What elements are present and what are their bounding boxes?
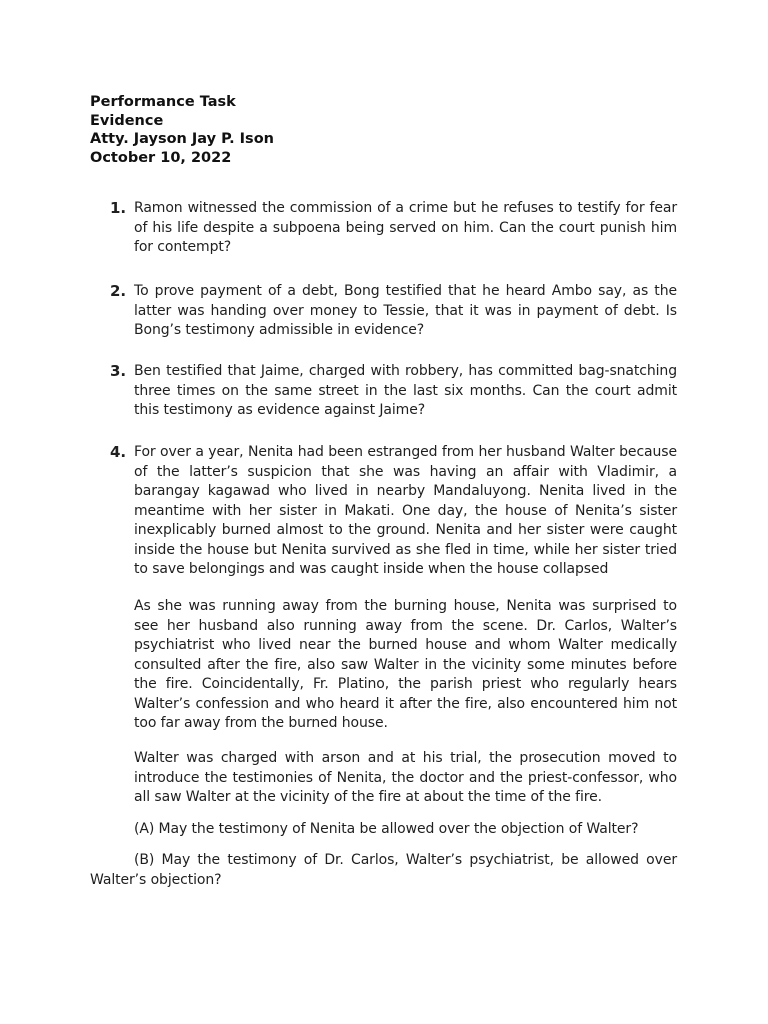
- question-text: Ramon witnessed the commission of a crime but he refuses to testify for fear of his life despite a subpoena being served on him. Can the court punish him for contempt?: [134, 200, 677, 255]
- question-4-paragraph-2: As she was running away from the burning house, Nenita was surprised to see her husband also running away from the scene. Dr. Carlos, Walter’s psychiatrist who lived near the burned house and whom Walter medically consulted after the fire, also saw Walter in the vicinity some minutes before the fire. Coincidentally, Fr. Platino, the parish priest who regularly hears Walter’s confession and who heard it after the fire, also encountered him not too far away from the burned house.: [134, 598, 677, 731]
- question-number: 4.: [110, 443, 126, 461]
- document-header: [90, 93, 274, 167]
- header-subject: Evidence: [90, 112, 164, 129]
- question-3: [110, 362, 677, 421]
- question-number: 1.: [110, 199, 126, 217]
- question-1: [110, 199, 677, 258]
- question-4-paragraph-3: Walter was charged with arson and at his trial, the prosecution moved to introduce the testimonies of Nenita, the doctor and the priest-confessor, who all saw Walter at the vicinity of the fire at about the time of the fire.: [134, 750, 677, 805]
- header-date: October 10, 2022: [90, 149, 232, 166]
- question-number: 2.: [110, 282, 126, 300]
- sub-question-a: (A) May the testimony of Nenita be allowed over the objection of Walter?: [134, 821, 639, 837]
- question-text: To prove payment of a debt, Bong testified that he heard Ambo say, as the latter was handing over money to Tessie, that it was in payment of debt. Is Bong’s testimony admissible in evidence?: [134, 283, 677, 338]
- sub-question-b: (B) May the testimony of Dr. Carlos, Walter’s psychiatrist, be allowed over Walter’s objection?: [90, 852, 677, 888]
- question-2: [110, 282, 677, 341]
- question-text: Ben testified that Jaime, charged with robbery, has committed bag-snatching three times on the same street in the last six months. Can the court admit this testimony as evidence against Jaime?: [134, 363, 677, 418]
- header-title: Performance Task: [90, 94, 236, 110]
- question-number: 3.: [110, 362, 126, 380]
- question-text: For over a year, Nenita had been estranged from her husband Walter because of the latter’s suspicion that she was having an affair with Vladimir, a barangay kagawad who lived in nearby Mandaluyong. Nenita lived in the meantime with her sister in Makati. One day, the house of Nenita’s sister inexplicably burned almost to the ground. Nenita and her sister were caught inside the house but Nenita survived as she fled in time, while her sister tried to save belongings and was caught inside when the house collapsed: [134, 444, 677, 577]
- question-4: [110, 443, 677, 580]
- header-instructor: Atty. Jayson Jay P. Ison: [90, 131, 274, 147]
